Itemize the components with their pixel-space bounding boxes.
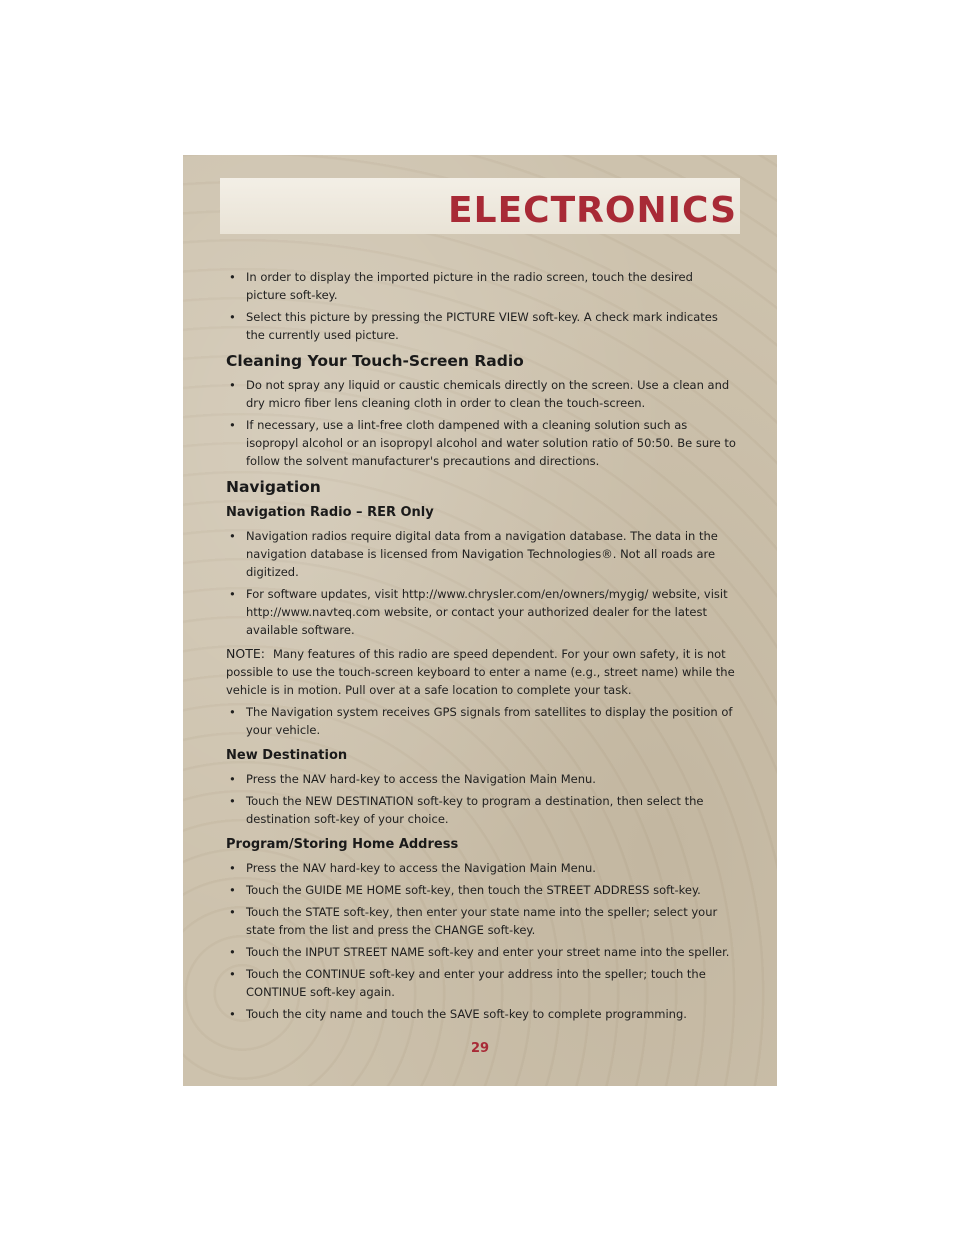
navigation-radio-heading: Navigation Radio – RER Only [226,505,434,520]
cleaning-bullet: • If necessary, use a lint-free cloth dampened with a cleaning solution such as isopropyl alcohol or an isopropyl alcohol and water solution ratio of 50:50. Be sure to follow the solvent manufacturer's precautions and directions. [226,416,736,470]
home-address-bullet: • Touch the GUIDE ME HOME soft-key, then touch the STREET ADDRESS soft-key. [226,881,736,899]
intro-bullet: • Select this picture by pressing the PICTURE VIEW soft-key. A check mark indicates the currently used picture. [226,308,736,344]
cleaning-heading: Cleaning Your Touch-Screen Radio [226,352,524,370]
home-address-bullet: • Touch the INPUT STREET NAME soft-key and enter your street name into the speller. [226,943,736,961]
gps-bullet: • The Navigation system receives GPS signals from satellites to display the position of your vehicle. [226,703,736,739]
page-content [226,268,736,1027]
cleaning-bullet: • Do not spray any liquid or caustic chemicals directly on the screen. Use a clean and dry micro fiber lens cleaning cloth in order to clean the touch-screen. [226,376,736,412]
home-address-bullet: • Touch the STATE soft-key, then enter your state name into the speller; select your state from the list and press the CHANGE soft-key. [226,903,736,939]
navigation-heading: Navigation [226,478,321,496]
section-title: ELECTRONICS [448,190,737,231]
note-block [226,645,736,699]
home-address-bullet: • Press the NAV hard-key to access the Navigation Main Menu. [226,859,736,877]
home-address-bullet: • Touch the CONTINUE soft-key and enter your address into the speller; touch the CONTINUE soft-key again. [226,965,736,1001]
new-destination-bullet: • Press the NAV hard-key to access the Navigation Main Menu. [226,770,736,788]
page-number: 29 [470,1041,490,1056]
navigation-bullet: • Navigation radios require digital data from a navigation database. The data in the navigation database is licensed from Navigation Technologies®. Not all roads are digitized. [226,527,736,581]
navigation-bullet: • For software updates, visit http://www.chrysler.com/en/owners/mygig/ website, visit http://www.navteq.com website, or contact your authorized dealer for the latest available software. [226,585,736,639]
new-destination-bullet: • Touch the NEW DESTINATION soft-key to program a destination, then select the destination soft-key of your choice. [226,792,736,828]
manual-page [183,155,777,1086]
home-address-bullet: • Touch the city name and touch the SAVE soft-key to complete programming. [226,1005,736,1023]
note-text: Many features of this radio are speed dependent. For your own safety, it is not possible to use the touch-screen keyboard to enter a name (e.g., street name) while the vehicle is in motion. Pull over at a safe location to complete your task. [226,647,735,697]
home-address-heading: Program/Storing Home Address [226,837,459,852]
new-destination-heading: New Destination [226,748,348,763]
intro-bullet: • In order to display the imported picture in the radio screen, touch the desired picture soft-key. [226,268,736,304]
note-label: NOTE: [226,646,265,661]
